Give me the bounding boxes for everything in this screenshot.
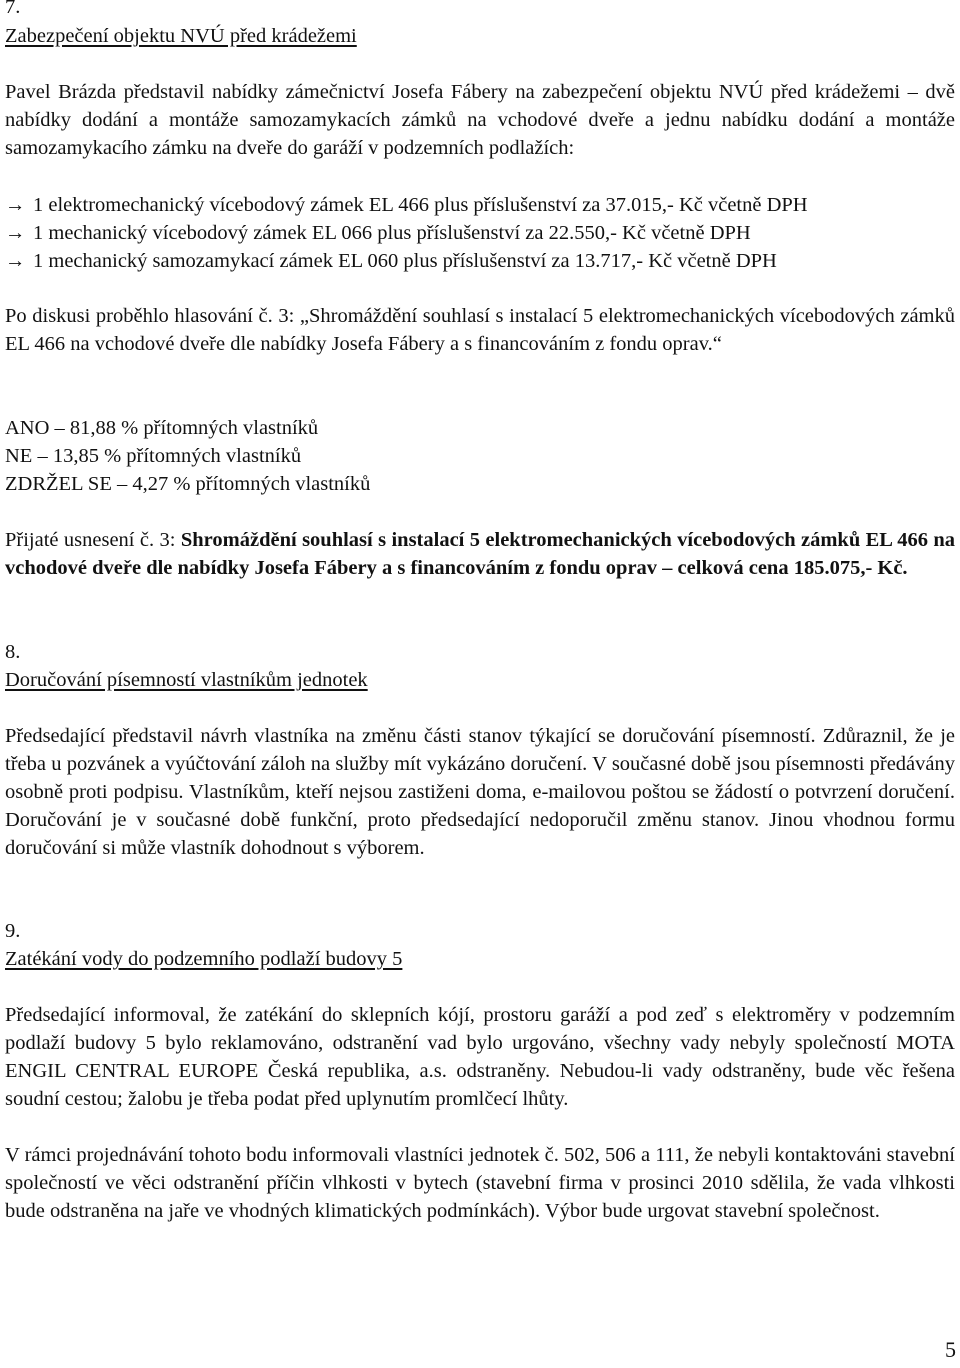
- resolution: [5, 526, 955, 582]
- page-number: 5: [945, 1337, 956, 1362]
- section-9-body-2: V rámci projednávání tohoto bodu informovali vlastníci jednotek č. 502, 506 a 111, že nebyli kontaktováni stavební společností ve věci odstranění příčin vlhkosti v bytech (stavební firma v prosinci 2010 sdělila, že vada vlhkosti bude odstraněna na jaře ve vhodných klimatických podmínkách). Výbor bude urgovat stavební společnost.: [5, 1144, 955, 1222]
- vote-results: [5, 414, 955, 498]
- section-9-title: Zatékání vody do podzemního podlaží budovy 5: [5, 948, 403, 970]
- offer-text: 1 elektromechanický vícebodový zámek EL 466 plus příslušenství za 37.015,- Kč včetně DPH: [33, 194, 808, 216]
- resolution-text: Shromáždění souhlasí s instalací 5 elektromechanických vícebodových zámků EL 466 na vchodové dveře dle nabídky Josefa Fábery a s financováním z fondu oprav – celková cena 185.075,- Kč.: [5, 529, 956, 579]
- section-8-number: 8.: [5, 641, 21, 663]
- offer-item: [5, 191, 955, 219]
- arrow-right-icon: →: [5, 250, 26, 272]
- section-8-title: Doručování písemností vlastníkům jednotek: [5, 669, 368, 691]
- arrow-right-icon: →: [5, 194, 26, 216]
- arrow-right-icon: →: [5, 222, 26, 244]
- section-8-body: Předsedající představil návrh vlastníka na změnu části stanov týkající se doručování písemností. Zdůraznil, že je třeba u pozvánek a vyúčtování záloh na služby mít vykázáno doručení. V současné době jsou písemnosti předávány osobně proti podpisu. Vlastníkům, kteří nejsou zastiženi doma, e-mailovou poštou se žádostí o potvrzení doručení. Doručování je v současné době funkční, proto předsedající nedoporučil změnu stanov. Jinou vhodnou formu doručování si může vlastník dohodnout s výborem.: [5, 725, 955, 859]
- section-7-intro: Pavel Brázda představil nabídky zámečnictví Josefa Fábery na zabezpečení objektu NVÚ před krádežemi – dvě nabídky dodání a montáže samozamykacích zámků na vchodové dveře a jednu nabídku dodání a montáže samozamykacího zámku na dveře do garáží v podzemních podlažích:: [5, 81, 955, 159]
- vote-yes: ANO – 81,88 % přítomných vlastníků: [5, 417, 319, 439]
- resolution-label: Přijaté usnesení č. 3:: [5, 529, 176, 551]
- vote-no: NE – 13,85 % přítomných vlastníků: [5, 445, 302, 467]
- offer-list: [5, 191, 955, 275]
- offer-text: 1 mechanický samozamykací zámek EL 060 plus příslušenství za 13.717,- Kč včetně DPH: [33, 250, 777, 272]
- vote-intro: Po diskusi proběhlo hlasování č. 3: „Shromáždění souhlasí s instalací 5 elektromechanických vícebodových zámků EL 466 na vchodové dveře dle nabídky Josefa Fábery a s financováním z fondu oprav.“: [5, 305, 955, 355]
- offer-item: [5, 219, 955, 247]
- offer-text: 1 mechanický vícebodový zámek EL 066 plus příslušenství za 22.550,- Kč včetně DPH: [33, 222, 751, 244]
- offer-item: [5, 247, 955, 275]
- section-9-body-1: Předsedající informoval, že zatékání do sklepních kójí, prostoru garáží a pod zeď s elektroměry v podzemním podlaží budovy 5 bylo reklamováno, odstranění vad bylo urgováno, všechny vady nebyly společností MOTA ENGIL CENTRAL EUROPE Česká republika, a.s. odstraněny. Nebudou-li vady odstraněny, bude věc řešena soudní cestou; žalobu je třeba podat před uplynutím promlčecí lhůty.: [5, 1004, 955, 1110]
- section-7-title: Zabezpečení objektu NVÚ před krádežemi: [5, 25, 357, 47]
- section-7-number: 7.: [5, 0, 21, 18]
- section-9-number: 9.: [5, 920, 21, 942]
- vote-abstain: ZDRŽEL SE – 4,27 % přítomných vlastníků: [5, 473, 371, 495]
